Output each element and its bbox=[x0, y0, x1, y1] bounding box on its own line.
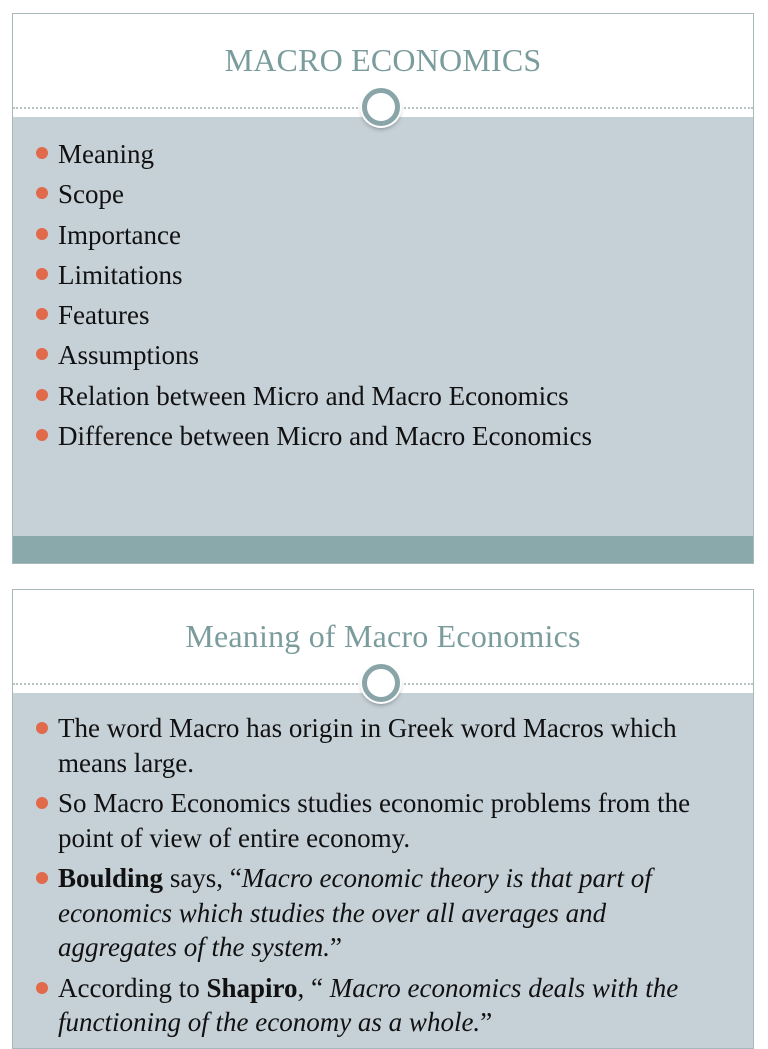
list-item bbox=[13, 376, 753, 416]
list-item-text: Meaning bbox=[58, 139, 154, 169]
slide-meaning-of-macro-economics bbox=[12, 589, 754, 1049]
list-item bbox=[13, 134, 753, 174]
bullet-dot-icon bbox=[36, 147, 48, 159]
list-item bbox=[13, 711, 753, 780]
bullet-dot-icon bbox=[36, 982, 48, 994]
slide-body bbox=[13, 117, 753, 563]
says-text: says, “ bbox=[163, 863, 242, 893]
slide-body bbox=[13, 693, 753, 1048]
prefix-text: According to bbox=[58, 972, 207, 1003]
ring-ornament-icon bbox=[362, 664, 400, 702]
list-item-text: Scope bbox=[58, 179, 124, 210]
slide-title: Meaning of Macro Economics bbox=[185, 618, 581, 654]
list-item bbox=[13, 255, 753, 295]
bullet-dot-icon bbox=[36, 228, 48, 240]
definition-list bbox=[13, 711, 753, 1046]
bullet-dot-icon bbox=[36, 187, 48, 199]
bullet-dot-icon bbox=[36, 348, 48, 360]
topic-list bbox=[13, 134, 753, 456]
list-item bbox=[13, 416, 753, 456]
ring-ornament-icon bbox=[362, 88, 400, 126]
author-name: Boulding bbox=[58, 863, 164, 893]
list-item bbox=[13, 861, 753, 965]
list-item bbox=[13, 215, 753, 255]
list-item bbox=[13, 295, 753, 335]
list-item bbox=[13, 335, 753, 375]
list-item-text: Difference between Micro and Macro Economics bbox=[58, 421, 593, 452]
quote-close: ” bbox=[480, 1007, 493, 1037]
slide-macro-economics bbox=[12, 13, 754, 564]
bullet-dot-icon bbox=[36, 389, 48, 401]
quote-close: ” bbox=[329, 932, 342, 962]
list-item-text: Features bbox=[58, 300, 150, 331]
bullet-dot-icon bbox=[36, 268, 48, 280]
slide-title: MACRO ECONOMICS bbox=[224, 42, 542, 78]
bullet-dot-icon bbox=[36, 722, 48, 734]
list-item bbox=[13, 174, 753, 214]
list-item-text: Importance bbox=[58, 219, 181, 250]
list-item bbox=[13, 971, 753, 1040]
bullet-dot-icon bbox=[36, 429, 48, 441]
bullet-dot-icon bbox=[36, 308, 48, 320]
list-item-text: The word Macro has origin in Greek word Macros which means large. bbox=[58, 713, 677, 778]
author-name: Shapiro bbox=[206, 972, 298, 1003]
quote-text: Macro economic theory is that part of economics which studies the over all averages and aggregates of the system. bbox=[58, 863, 652, 962]
bullet-dot-icon bbox=[36, 872, 48, 884]
list-item-text: Assumptions bbox=[58, 340, 200, 371]
quote-text: Macro economics deals with the functioning of the economy as a whole. bbox=[58, 972, 679, 1037]
list-item bbox=[13, 786, 753, 855]
bullet-dot-icon bbox=[36, 797, 48, 809]
list-item-text: So Macro Economics studies economic problems from the point of view of entire economy. bbox=[58, 788, 691, 853]
slide-footer-bar bbox=[13, 536, 753, 563]
separator-text: , “ bbox=[297, 972, 330, 1003]
list-item-text: Limitations bbox=[58, 259, 183, 290]
list-item-text: Relation between Micro and Macro Economics bbox=[58, 380, 569, 411]
